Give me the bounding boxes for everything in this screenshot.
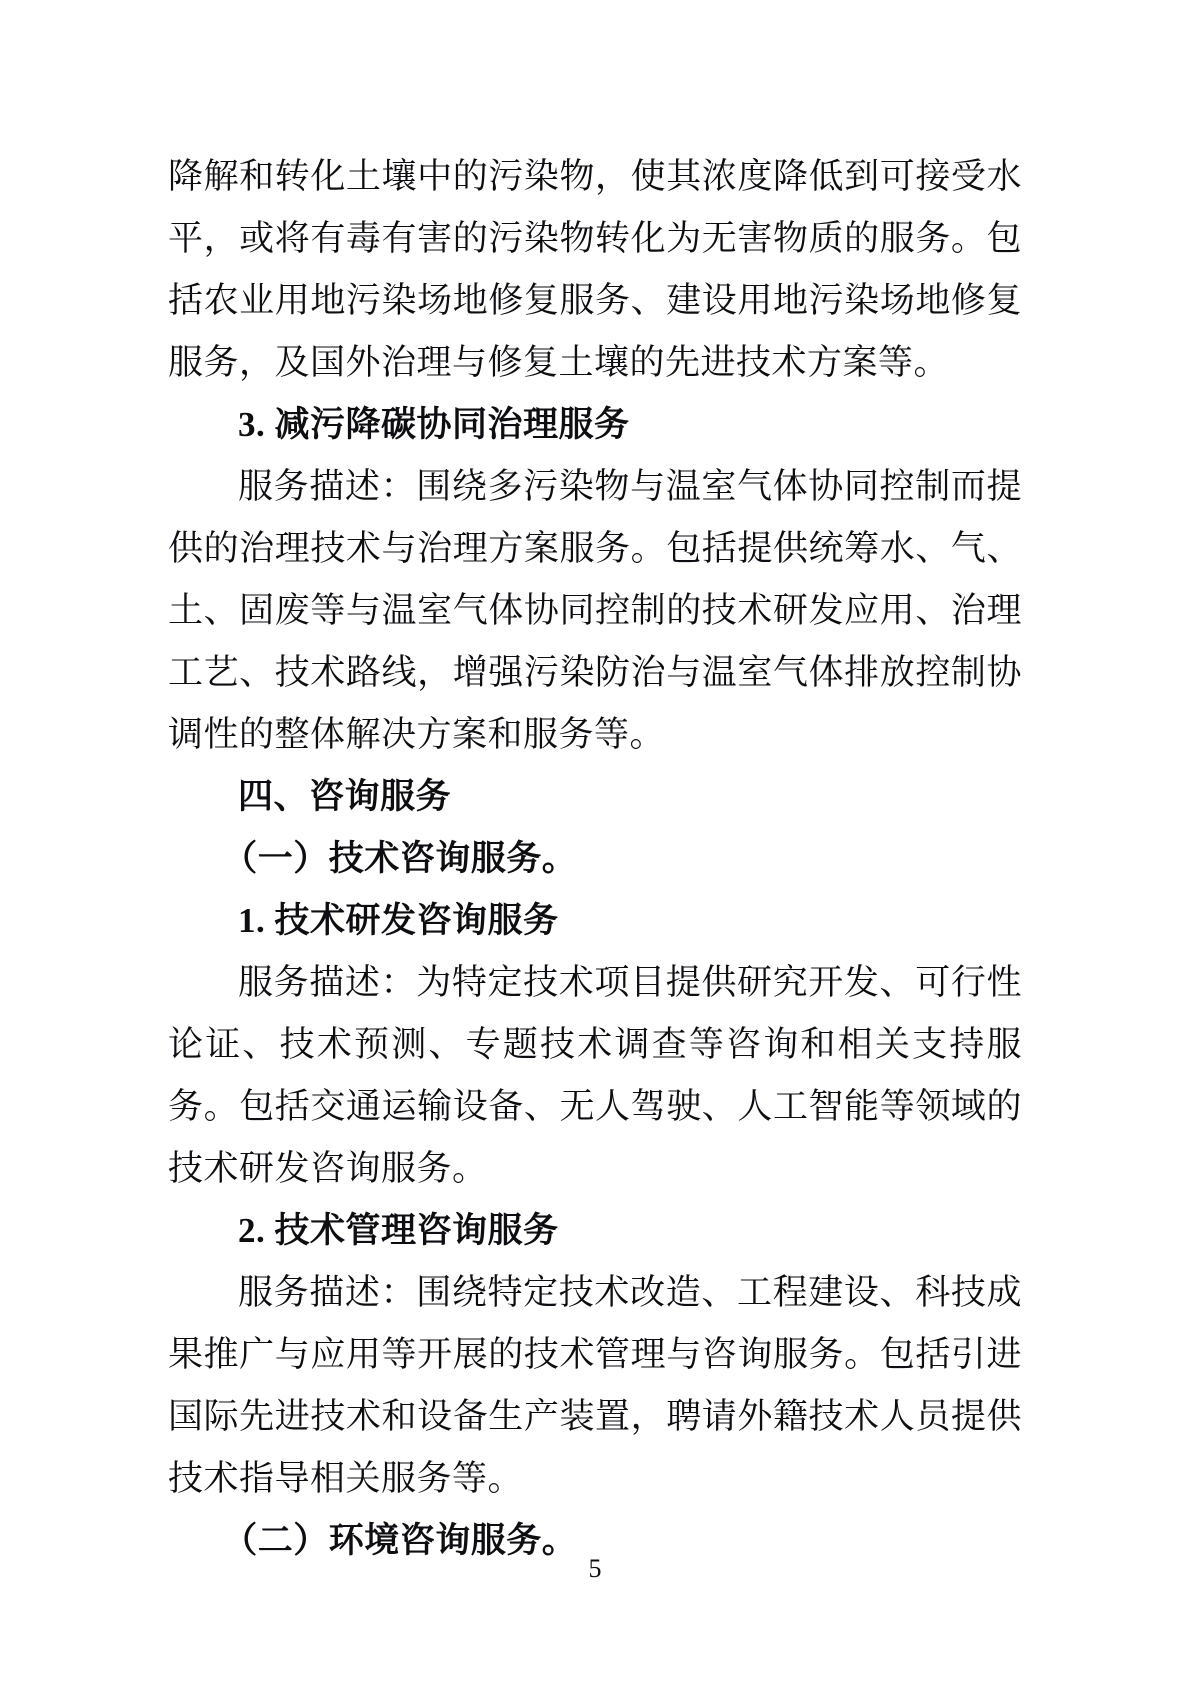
page-number: 5 [588,1554,602,1583]
document-body [168,146,1022,1572]
paragraph-tech-management-description: 服务描述：围绕特定技术改造、工程建设、科技成果推广与应用等开展的技术管理与咨询服务。包括引进国际先进技术和设备生产装置，聘请外籍技术人员提供技术指导相关服务等。 [168,1273,1022,1498]
paragraph-pollution-carbon-description: 服务描述：围绕多污染物与温室气体协同控制而提供的治理技术与治理方案服务。包括提供统筹水、气、土、固废等与温室气体协同控制的技术研发应用、治理工艺、技术路线，增强污染防治与温室气体排放控制协调性的整体解决方案和服务等。 [168,467,1022,754]
page-footer [0,1552,1190,1586]
heading-sub-1-technical-consulting: （一）技术咨询服务。 [222,839,578,878]
heading-2-tech-management-consulting: 2. 技术管理咨询服务 [238,1211,559,1250]
paragraph-tech-rd-description: 服务描述：为特定技术项目提供研究开发、可行性论证、技术预测、专题技术调查等咨询和相关支持服务。包括交通运输设备、无人驾驶、人工智能等领域的技术研发咨询服务。 [168,963,1022,1188]
heading-3-pollution-carbon-co-treatment: 3. 减污降碳协同治理服务 [238,405,630,444]
heading-1-tech-rd-consulting: 1. 技术研发咨询服务 [238,901,559,940]
heading-section-4-consulting-services: 四、咨询服务 [238,777,452,816]
heading-sub-2-environmental-consulting: （二）环境咨询服务。 [222,1521,578,1560]
paragraph-soil-remediation-continuation: 降解和转化土壤中的污染物，使其浓度降低到可接受水平，或将有毒有害的污染物转化为无害物质的服务。包括农业用地污染场地修复服务、建设用地污染场地修复服务，及国外治理与修复土壤的先进技术方案等。 [168,157,1022,382]
